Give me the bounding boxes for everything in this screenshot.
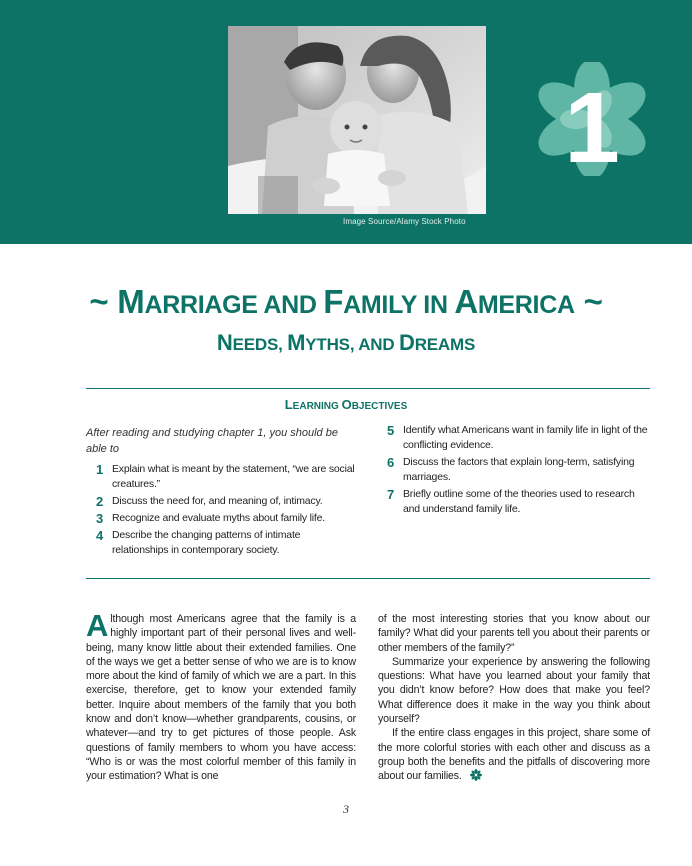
objective-item [96, 462, 358, 492]
objective-number: 4 [96, 528, 104, 543]
objective-text: Discuss the factors that explain long-term, satisfying marriages. [403, 456, 635, 483]
title-word: AMILY IN [343, 291, 455, 319]
title-letter: A [454, 283, 478, 320]
objective-text: Identify what Americans want in family life in light of the conflicting evidence. [403, 424, 648, 451]
objectives-intro: After reading and studying chapter 1, you should be able to [86, 427, 338, 455]
body-paragraph: Summarize your experience by answering the following questions: What have you learned about your family that you didn’t know before? How does that make you feel? What difference does it make in the way you think about yourself? [378, 655, 650, 726]
subtitle-letter: M [287, 330, 306, 355]
end-ornament-icon [470, 769, 482, 781]
title-letter: F [323, 283, 344, 320]
body-paragraph [86, 608, 356, 784]
paragraph-text: lthough most Americans agree that the family is a highly important part of their personal lives and well-being, many know little about their extended families. One of the ways we get a better sense of who we are is to know more about the kind of family of which we are a part. In this exercise, therefore, get to know your extended family better. Inquire about members of the family that you both know and don’t know—whether grandparents, cousins, or whatever—and try to get pictures of those people. Ask questions of family members to whom you have access: “Who is or was the most colorful member of this family in your estimation? What is one [86, 613, 356, 783]
objective-number: 5 [387, 423, 395, 438]
page-number: 3 [343, 802, 349, 816]
body-column-right [378, 612, 650, 784]
learning-objectives-heading [0, 397, 692, 412]
paragraph-text: If the entire class engages in this project, share some of the more colorful stories with each other and discuss as a group both the benefits and the pitfalls of discovering more about our families. [378, 727, 650, 783]
chapter-number-badge [530, 62, 654, 176]
chapter-subtitle [0, 330, 692, 356]
chapter-number: 1 [564, 72, 620, 176]
title-tilde-left: ~ [89, 283, 109, 320]
heading-word: EARNING [292, 401, 342, 412]
heading-word: BJECTIVES [351, 401, 408, 412]
objective-number: 3 [96, 511, 104, 526]
objective-text: Briefly outline some of the theories used to research and understand family life. [403, 488, 635, 515]
objective-text: Discuss the need for, and meaning of, intimacy. [112, 495, 323, 507]
title-tilde-right: ~ [583, 283, 603, 320]
divider-bottom [86, 578, 650, 579]
subtitle-letter: D [399, 330, 415, 355]
drop-cap: A [86, 608, 109, 643]
heading-letter: L [284, 397, 293, 412]
divider-top [86, 388, 650, 389]
subtitle-letter: N [216, 330, 233, 355]
objective-text: Recognize and evaluate myths about family life. [112, 512, 325, 524]
objective-number: 7 [387, 487, 395, 502]
objective-item [96, 511, 358, 526]
subtitle-word: YTHS, AND [305, 335, 399, 354]
chapter-banner [0, 0, 692, 244]
subtitle-word: EEDS, [232, 335, 288, 354]
objective-item [96, 494, 358, 509]
body-paragraph [378, 726, 650, 783]
objective-number: 2 [96, 494, 104, 509]
heading-letter: O [341, 397, 352, 412]
body-column-left [86, 608, 356, 784]
objective-text: Explain what is meant by the statement, “we are social creatures.” [112, 463, 355, 490]
body-paragraph: of the most interesting stories that you know about our family? What did your parents tell you about their parents or other members of the family?” [378, 613, 650, 654]
title-word: ARRIAGE AND [144, 291, 324, 319]
objective-item [387, 423, 649, 453]
objective-text: Describe the changing patterns of intimate relationships in contemporary society. [112, 529, 301, 556]
objective-item [387, 487, 649, 517]
family-photo-image [228, 26, 486, 214]
subtitle-word: REAMS [414, 335, 476, 354]
chapter-title [0, 283, 692, 321]
title-letter: M [117, 283, 145, 320]
objective-item [96, 528, 358, 558]
objective-number: 6 [387, 455, 395, 470]
family-photo [228, 26, 486, 214]
title-word: MERICA [477, 291, 575, 319]
objective-item [387, 455, 649, 485]
objective-number: 1 [96, 462, 104, 477]
photo-credit: Image Source/Alamy Stock Photo [343, 217, 466, 226]
